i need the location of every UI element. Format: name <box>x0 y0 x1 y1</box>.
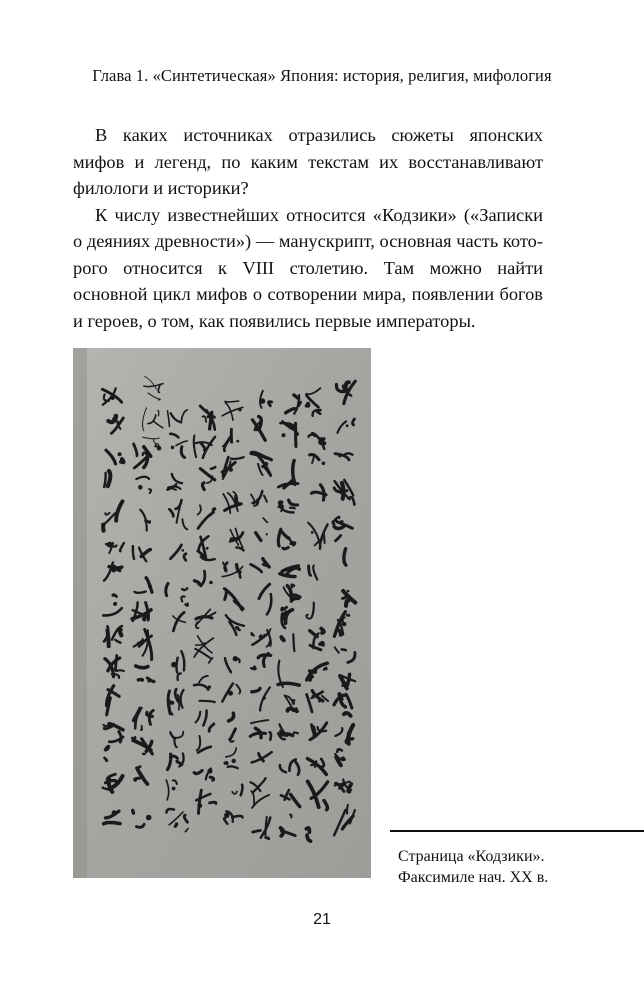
ink-dot <box>146 815 152 821</box>
ink-dot <box>342 622 346 626</box>
ink-dot <box>266 533 268 535</box>
ink-dot <box>147 679 150 682</box>
ink-dot <box>112 810 117 815</box>
ink-dot <box>346 424 349 427</box>
ink-dot <box>157 446 162 451</box>
main-text <box>73 122 543 334</box>
brush-stroke <box>288 709 297 712</box>
brush-stroke <box>104 823 120 824</box>
brush-stroke <box>185 604 187 606</box>
page-number: 21 <box>313 911 331 928</box>
brush-stroke <box>280 502 283 506</box>
ink-dot <box>260 398 265 403</box>
ink-dot <box>224 813 229 818</box>
brush-stroke <box>253 830 261 832</box>
ink-dot <box>110 396 114 400</box>
ink-dot <box>340 390 343 393</box>
brush-stroke <box>135 592 146 593</box>
ink-dot <box>341 757 346 762</box>
brush-stroke <box>132 737 135 739</box>
brush-stroke <box>141 726 142 730</box>
ink-dot <box>209 581 213 585</box>
brush-stroke <box>353 419 355 425</box>
ink-dot <box>171 446 175 450</box>
ink-dot <box>197 803 202 808</box>
ink-dot <box>347 590 350 593</box>
ink-dot <box>232 759 236 763</box>
brush-stroke <box>120 629 122 635</box>
brush-stroke <box>251 633 253 635</box>
caption-line-1: Страница «Кодзики». <box>398 848 545 865</box>
ink-dot <box>172 787 176 791</box>
brush-stroke <box>108 471 111 486</box>
brush-stroke <box>345 453 353 454</box>
brush-stroke <box>257 428 260 431</box>
brush-stroke <box>292 585 295 588</box>
ink-dot <box>208 685 211 688</box>
brush-stroke <box>225 591 227 600</box>
running-head: Глава 1. «Синтетическая» Япония: история, религия, мифология <box>92 66 552 85</box>
brush-stroke <box>347 805 348 814</box>
ink-dot <box>230 537 235 542</box>
brush-stroke <box>103 525 104 531</box>
ink-dot <box>259 635 264 640</box>
ink-dot <box>207 768 212 773</box>
brush-stroke <box>116 656 117 670</box>
brush-stroke <box>200 701 215 702</box>
brush-stroke <box>344 549 346 565</box>
brush-stroke <box>236 627 239 630</box>
brush-stroke <box>281 637 284 640</box>
ink-dot <box>206 547 209 550</box>
ink-dot <box>141 643 144 646</box>
ink-dot <box>171 662 177 668</box>
brush-stroke <box>290 508 295 509</box>
ink-dot <box>322 462 326 466</box>
ink-dot <box>340 784 343 787</box>
brush-stroke <box>136 666 148 668</box>
ink-dot <box>340 520 344 524</box>
brush-stroke <box>348 784 351 792</box>
brush-stroke <box>283 547 288 548</box>
ink-dot <box>264 462 268 466</box>
brush-stroke <box>324 532 325 544</box>
ink-dot <box>339 491 342 494</box>
ink-dot <box>148 584 152 588</box>
brush-stroke <box>133 810 134 813</box>
ink-dot <box>138 485 143 490</box>
ink-dot <box>236 440 239 443</box>
brush-stroke <box>121 459 124 462</box>
brush-stroke <box>225 401 239 402</box>
brush-stroke <box>144 617 146 620</box>
brush-stroke <box>133 546 134 559</box>
ink-dot <box>314 766 316 768</box>
manuscript-illustration <box>73 348 371 878</box>
brush-stroke <box>294 732 298 733</box>
brush-stroke <box>307 404 309 406</box>
ink-dot <box>228 691 233 696</box>
ink-dot <box>118 452 122 456</box>
caption-line-2: Факсимиле нач. XX в. <box>398 869 549 886</box>
brush-stroke <box>342 649 346 650</box>
ink-dot <box>282 616 286 620</box>
brush-stroke <box>270 732 271 740</box>
ink-dot <box>318 700 321 703</box>
paragraph-1: В каких источниках отразились сюжеты японских мифов и легенд, по каким текстам их восстанавливают филологи и историки? <box>73 125 543 198</box>
brush-stroke <box>324 668 326 669</box>
ink-dot <box>149 520 152 523</box>
ink-dot <box>113 602 117 606</box>
brush-stroke <box>106 747 109 750</box>
brush-stroke <box>138 679 142 680</box>
brush-stroke <box>320 643 323 645</box>
ink-dot <box>229 468 233 472</box>
brush-stroke <box>321 629 324 634</box>
ink-dot <box>262 696 266 700</box>
ink-dot <box>311 531 314 534</box>
ink-dot <box>282 433 286 437</box>
figure-caption <box>398 846 638 888</box>
ink-dot <box>140 555 143 558</box>
brush-stroke <box>113 595 117 597</box>
ink-dot <box>182 549 185 552</box>
ink-dot <box>347 732 349 734</box>
brush-stroke <box>202 483 204 490</box>
caption-rule <box>390 830 644 832</box>
brush-stroke <box>175 824 176 826</box>
ink-dot <box>108 543 112 547</box>
brush-stroke <box>116 670 124 671</box>
paragraph-2: К числу известнейших относится «Кодзики» («Записки о деяниях древности») — манускрипт, основная часть которого относится к VIII столетию. Там можно найти основной цикл мифов о сотворении мира, появлении богов и героев, о том, как появились первые императоры. <box>73 204 543 331</box>
brush-stroke <box>339 630 341 635</box>
ink-dot <box>111 567 116 572</box>
ink-dot <box>286 734 289 737</box>
kojiki-manuscript-image <box>73 348 371 878</box>
brush-stroke <box>210 802 216 803</box>
brush-stroke <box>346 601 348 606</box>
brush-stroke <box>225 763 227 764</box>
brush-stroke <box>293 634 294 651</box>
ink-dot <box>238 408 241 411</box>
ink-dot <box>338 454 341 457</box>
ink-dot <box>170 701 174 705</box>
ink-dot <box>207 415 210 418</box>
brush-stroke <box>267 838 269 840</box>
ink-dot <box>233 656 238 661</box>
